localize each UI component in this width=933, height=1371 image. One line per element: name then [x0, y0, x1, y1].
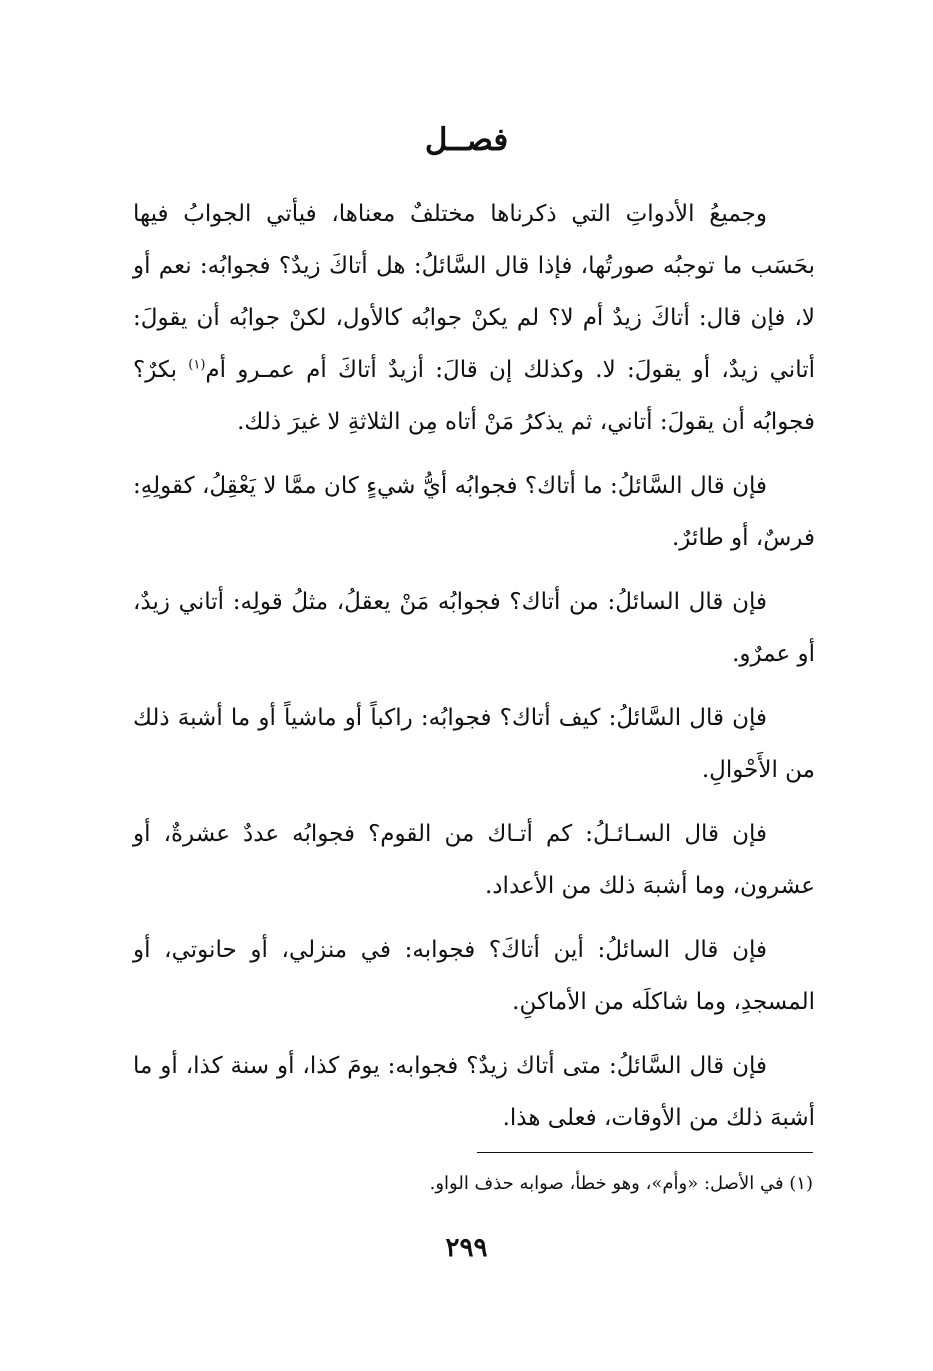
footnote: (١) في الأصل: «وأم»، وهو خطأ، صوابه حذف الواو. [429, 1173, 813, 1194]
paragraph-1-text: وجميعُ الأدواتِ التي ذكرناها مختلفٌ معناها، فيأتي الجوابُ فيها بحَسَب ما توجبُه صورتُها، فإذا قال السَّائلُ: هل أتاكَ زيدٌ؟ فجوابُه: نعم أو لا، فإن قال: أتاكَ زيدٌ أم لا؟ لم يكنْ جوابُه كالأول، لكنْ جوابُه أن يقولَ: أتاني زيدٌ، أو يقولَ: لا. وكذلك إن قالَ: أزيدٌ أتاكَ أم عمـرو أم [133, 201, 815, 383]
main-text [133, 188, 815, 1156]
page-number: ٢٩٩ [445, 1233, 488, 1263]
paragraph-1 [133, 188, 815, 448]
paragraph-7: فإن قال السَّائلُ: متى أتاك زيدٌ؟ فجوابه: يومَ كذا، أو سنة كذا، أو ما أشبهَ ذلك من الأوقات، فعلى هذا. [133, 1053, 815, 1131]
paragraph-4: فإن قال السَّائلُ: كيف أتاك؟ فجوابُه: راكباً أو ماشياً أو ما أشبهَ ذلك من الأَحْوالِ. [133, 705, 815, 783]
footnote-reference: (١) [188, 357, 206, 373]
paragraph-1-continuation: بكرٌ؟ فجوابُه أن يقولَ: أتاني، ثم يذكرُ مَنْ أتاه مِن الثلاثةِ لا غيرَ ذلك. [133, 357, 815, 435]
paragraph-2: فإن قال السَّائلُ: ما أتاك؟ فجوابُه أيُّ شيءٍ كان ممَّا لا يَعْقِلُ، كقولِهِ: فرسٌ، أو طائرٌ. [133, 473, 815, 551]
paragraph-6: فإن قال السائلُ: أين أتاكَ؟ فجوابه: في منزلي، أو حانوتي، أو المسجدِ، وما شاكلَه من الأماكنِ. [133, 937, 815, 1015]
footnote-divider [477, 1152, 813, 1153]
section-heading: فصــل [424, 122, 509, 158]
paragraph-5: فإن قال السـائـلُ: كم أتـاك من القوم؟ فجوابُه عددٌ عشرةٌ، أو عشرون، وما أشبهَ ذلك من الأعداد. [133, 821, 815, 899]
paragraph-3: فإن قال السائلُ: من أتاك؟ فجوابُه مَنْ يعقلُ، مثلُ قولِه: أتاني زيدٌ، أو عمرٌو. [133, 589, 815, 667]
